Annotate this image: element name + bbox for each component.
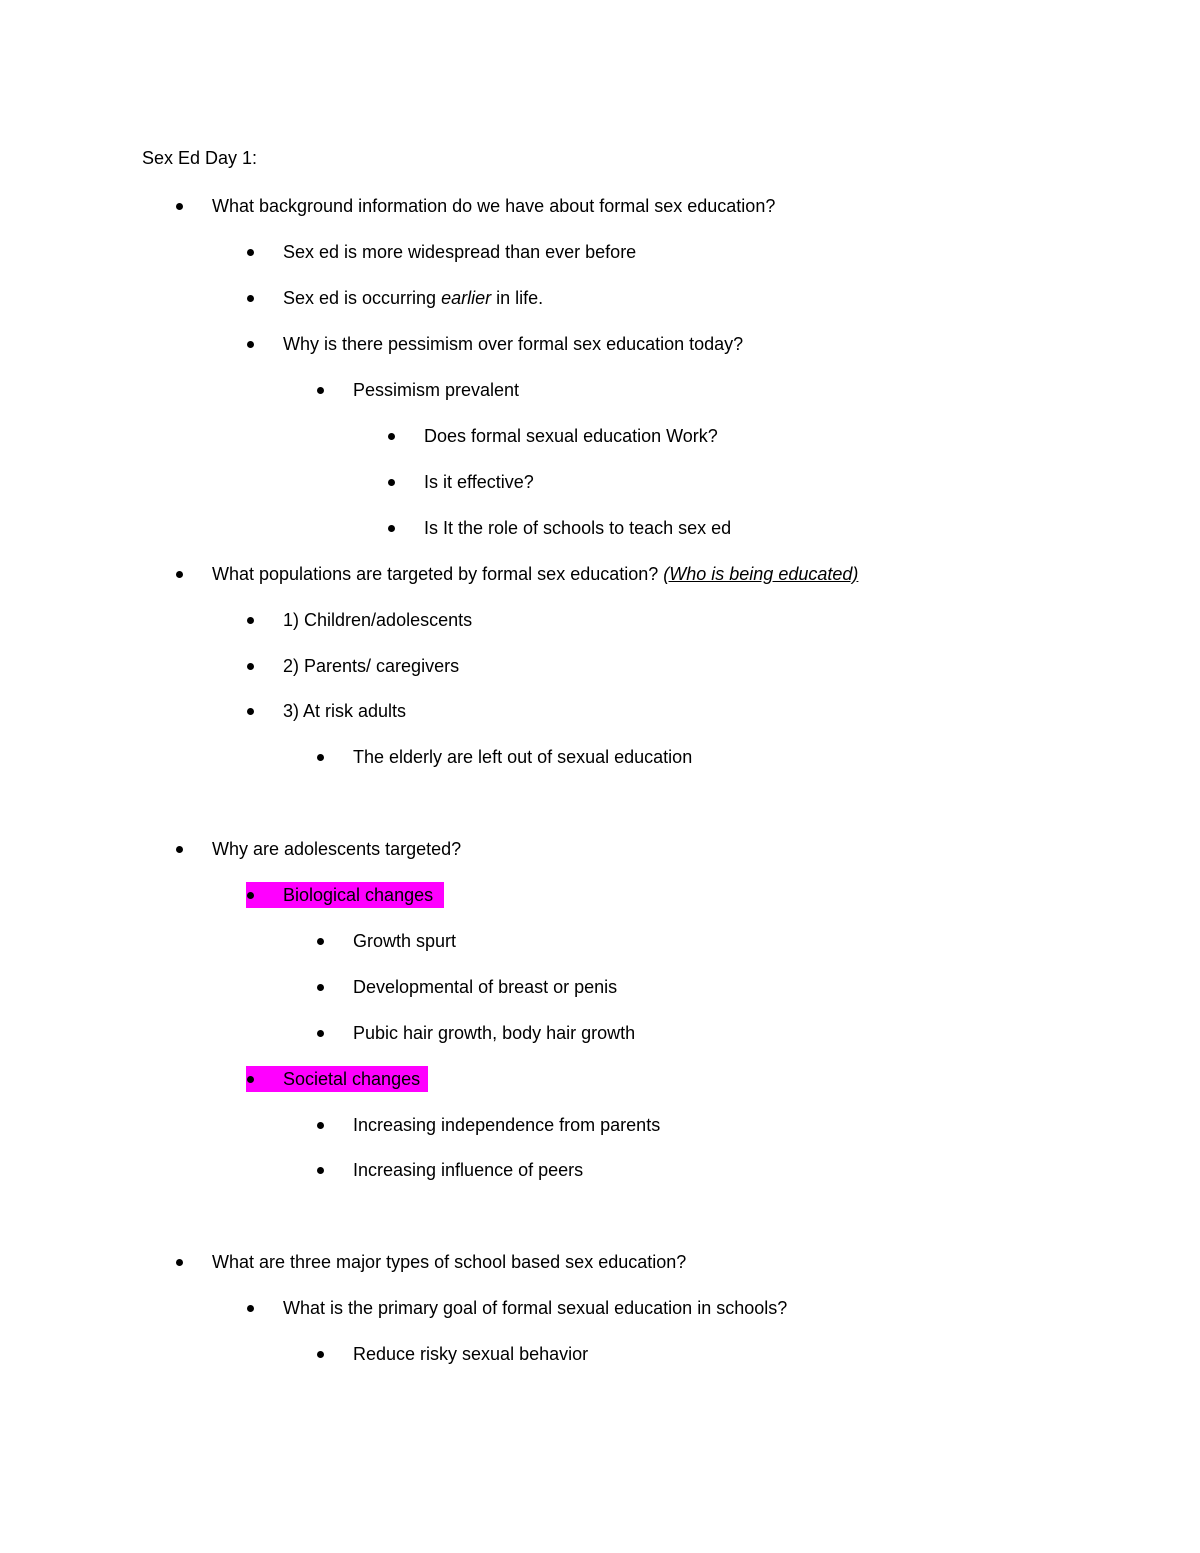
list-item: 1) Children/adolescents <box>283 610 473 630</box>
bullet-icon <box>317 387 324 394</box>
bullet-icon <box>176 846 183 853</box>
list-item: Is it effective? <box>424 472 534 492</box>
list-item: 3) At risk adults <box>283 701 407 721</box>
bullet-icon <box>247 1076 254 1083</box>
list-item: Why is there pessimism over formal sex education today? <box>283 334 744 354</box>
bullet-icon <box>317 984 324 991</box>
bullet-icon <box>388 479 395 486</box>
list-item: Sex ed is more widespread than ever before <box>283 242 637 262</box>
list-item-text: What populations are targeted by formal sex education? <box>212 564 664 584</box>
bullet-icon <box>247 892 254 899</box>
list-item: Growth spurt <box>353 931 457 951</box>
emphasis-text: earlier <box>441 288 492 308</box>
list-item: Societal changes <box>283 1069 421 1089</box>
bullet-icon <box>317 1351 324 1358</box>
list-item: 2) Parents/ caregivers <box>283 656 460 676</box>
bullet-icon <box>247 617 254 624</box>
bullet-icon <box>247 341 254 348</box>
list-item <box>283 287 543 309</box>
bullet-icon <box>388 525 395 532</box>
list-item: What background information do we have about formal sex education? <box>212 196 776 216</box>
bullet-icon <box>317 1167 324 1174</box>
list-item: Pessimism prevalent <box>353 380 520 400</box>
bullet-icon <box>317 1030 324 1037</box>
bullet-icon <box>388 433 395 440</box>
bullet-icon <box>247 663 254 670</box>
list-item-text: Sex ed is occurring <box>283 288 442 308</box>
list-item: Biological changes <box>283 885 434 905</box>
list-item: What is the primary goal of formal sexual education in schools? <box>283 1298 788 1318</box>
bullet-icon <box>317 754 324 761</box>
list-item: Increasing influence of peers <box>353 1160 584 1180</box>
list-item <box>212 563 858 585</box>
list-item: Does formal sexual education Work? <box>424 426 718 446</box>
list-item: Developmental of breast or penis <box>353 977 618 997</box>
bullet-icon <box>176 571 183 578</box>
list-item: The elderly are left out of sexual education <box>353 747 693 767</box>
emphasis-text: (Who is being educated) <box>663 564 859 584</box>
document-title: Sex Ed Day 1: <box>142 148 258 168</box>
bullet-icon <box>247 1305 254 1312</box>
bullet-icon <box>176 203 183 210</box>
list-item: Pubic hair growth, body hair growth <box>353 1023 636 1043</box>
bullet-icon <box>317 1122 324 1129</box>
list-item: Increasing independence from parents <box>353 1115 661 1135</box>
list-item: Is It the role of schools to teach sex ed <box>424 518 732 538</box>
bullet-icon <box>176 1259 183 1266</box>
list-item-text: in life. <box>491 288 544 308</box>
bullet-icon <box>317 938 324 945</box>
bullet-icon <box>247 249 254 256</box>
bullet-icon <box>247 708 254 715</box>
list-item: What are three major types of school based sex education? <box>212 1252 687 1272</box>
bullet-icon <box>247 295 254 302</box>
list-item: Why are adolescents targeted? <box>212 839 462 859</box>
list-item: Reduce risky sexual behavior <box>353 1344 589 1364</box>
